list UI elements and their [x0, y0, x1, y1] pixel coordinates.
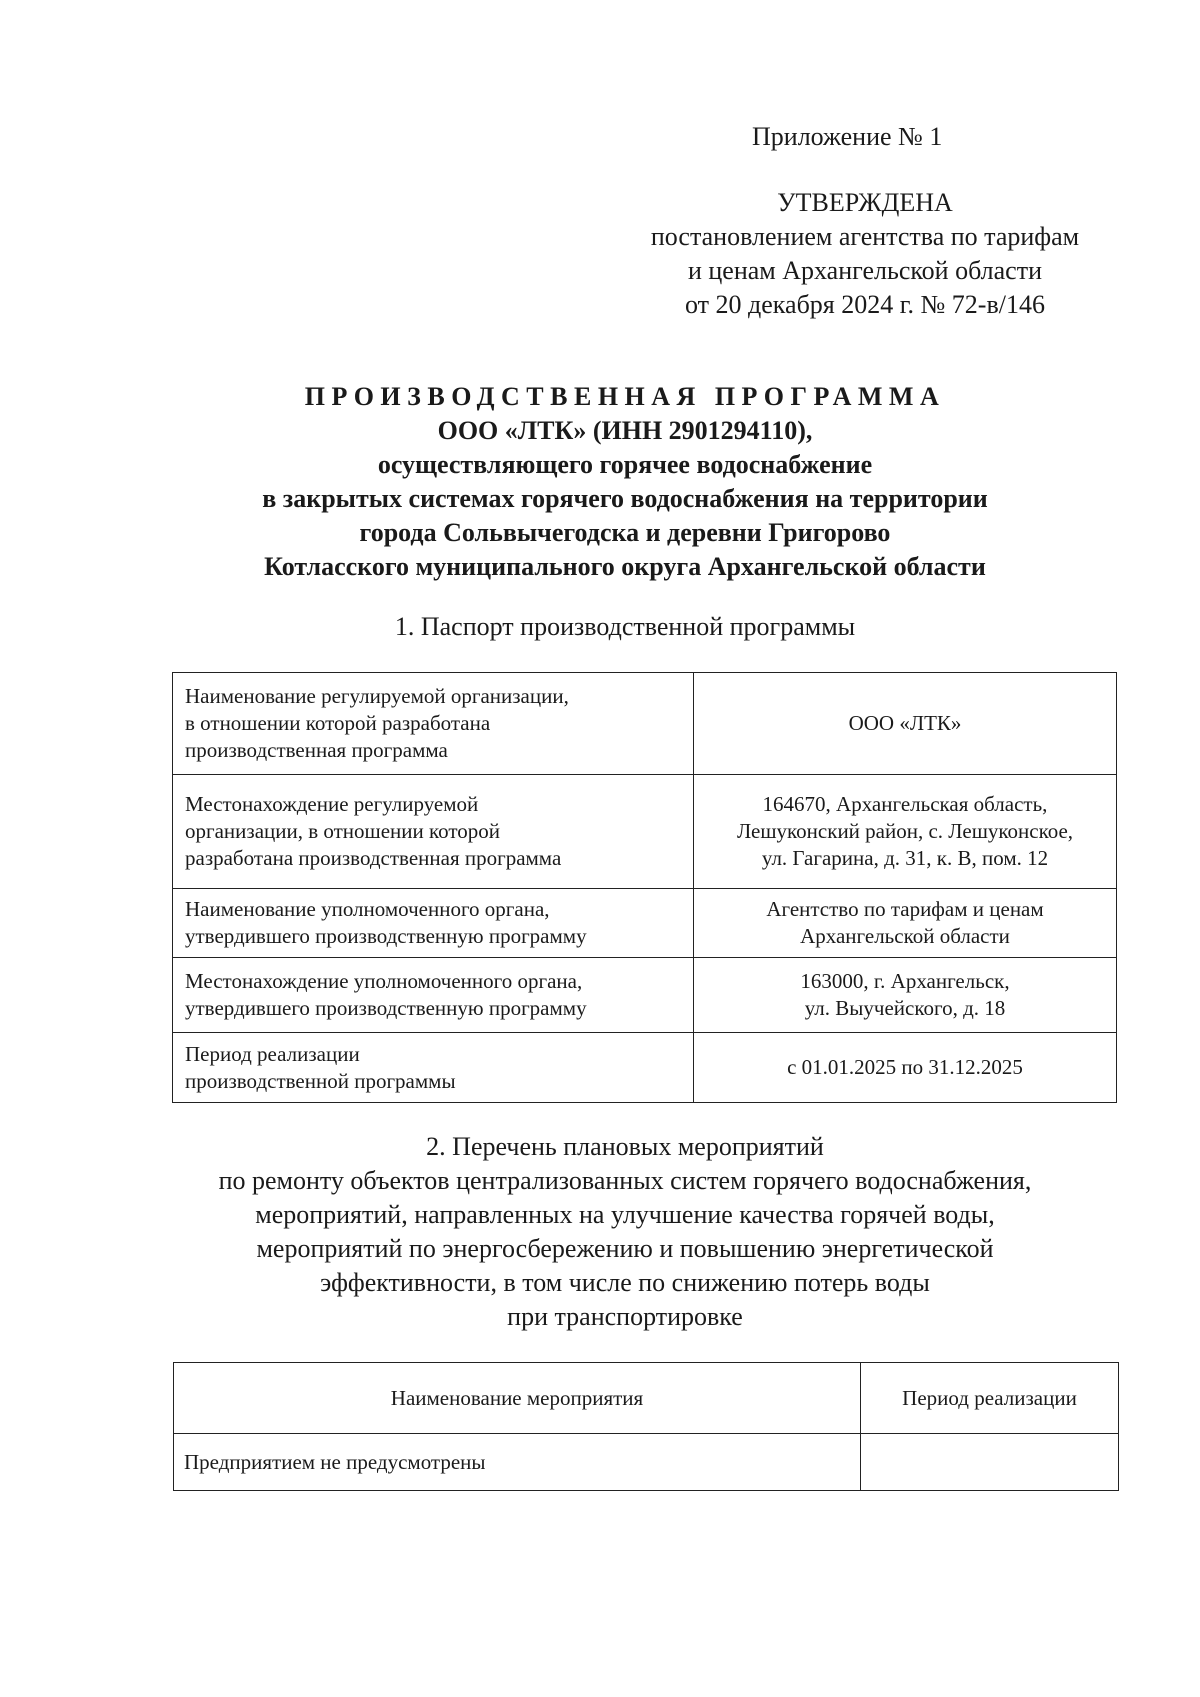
title-line: города Сольвычегодска и деревни Григорово — [359, 518, 891, 547]
cell-text: Агентство по тарифам и ценам — [766, 897, 1044, 921]
cell-text: Наименование уполномоченного органа, — [185, 897, 550, 921]
column-header-period: Период реализации — [861, 1363, 1119, 1434]
events-table — [173, 1362, 1119, 1491]
approval-line: постановлением агентства по тарифам — [650, 222, 1080, 251]
approval-line: от 20 декабря 2024 г. № 72-в/146 — [685, 290, 1045, 319]
section-heading-text: мероприятий по энергосбережению и повышению энергетической — [256, 1234, 994, 1263]
passport-label-cell — [173, 889, 694, 958]
table-row — [174, 1434, 1119, 1491]
cell-text: организации, в отношении которой — [185, 819, 500, 843]
cell-text: Местонахождение уполномоченного органа, — [185, 969, 583, 993]
cell-text: Лешуконский район, с. Лешуконское, — [736, 819, 1074, 843]
cell-text: утвердившего производственную программу — [185, 996, 587, 1020]
cell-text: в отношении которой разработана — [185, 711, 491, 735]
section-heading-text: мероприятий, направленных на улучшение качества горячей воды, — [255, 1200, 995, 1229]
cell-text: разработана производственная программа — [185, 846, 562, 870]
table-row — [173, 958, 1117, 1033]
approval-stamp — [615, 186, 1115, 322]
passport-label-cell — [173, 958, 694, 1033]
passport-value-cell — [694, 958, 1117, 1033]
table-row — [173, 775, 1117, 889]
table-row — [173, 889, 1117, 958]
passport-value-cell — [694, 775, 1117, 889]
event-period-cell — [861, 1434, 1119, 1491]
section-2-heading — [170, 1130, 1080, 1334]
section-1-heading — [170, 610, 1080, 644]
cell-text: 164670, Архангельская область, — [762, 792, 1048, 816]
passport-label-cell — [173, 673, 694, 775]
document-title — [170, 380, 1080, 584]
passport-value-cell — [694, 673, 1117, 775]
cell-text: утвердившего производственную программу — [185, 924, 587, 948]
cell-text: с 01.01.2025 по 31.12.2025 — [787, 1055, 1023, 1079]
passport-label-cell — [173, 775, 694, 889]
section-heading-text: 1. Паспорт производственной программы — [394, 612, 856, 641]
table-row — [173, 1033, 1117, 1103]
cell-text: Местонахождение регулируемой — [185, 792, 479, 816]
approval-line: и ценам Архангельской области — [687, 256, 1043, 285]
cell-text: Период реализации — [185, 1041, 360, 1066]
column-header-name: Наименование мероприятия — [174, 1363, 861, 1434]
cell-text: Архангельской области — [800, 924, 1010, 948]
approval-line: УТВЕРЖДЕНА — [777, 188, 953, 217]
cell-text: производственная программа — [185, 738, 448, 762]
cell-text: Наименование регулируемой организации, — [185, 684, 569, 708]
section-heading-text: по ремонту объектов централизованных систем горячего водоснабжения, — [218, 1166, 1032, 1195]
title-line: Котласского муниципального округа Архангельской области — [264, 552, 986, 581]
cell-text: ул. Выучейского, д. 18 — [804, 996, 1006, 1020]
passport-value-cell — [694, 889, 1117, 958]
table-header-row — [174, 1363, 1119, 1434]
cell-text: производственной программы — [185, 1068, 456, 1093]
title-line: ООО «ЛТК» (ИНН 2901294110), — [437, 416, 813, 445]
passport-value-cell — [694, 1033, 1117, 1103]
cell-text: ул. Гагарина, д. 31, к. В, пом. 12 — [761, 846, 1049, 870]
passport-label-cell — [173, 1033, 694, 1103]
cell-text: 163000, г. Архангельск, — [800, 969, 1010, 993]
table-row — [173, 673, 1117, 775]
title-line: ПРОИЗВОДСТВЕННАЯ ПРОГРАММА — [304, 382, 946, 411]
passport-table — [172, 672, 1117, 1103]
title-line: в закрытых системах горячего водоснабжения на территории — [262, 484, 988, 513]
appendix-number: Приложение № 1 — [752, 122, 943, 151]
section-heading-text: при транспортировке — [507, 1302, 743, 1331]
section-heading-text: 2. Перечень плановых мероприятий — [426, 1132, 824, 1161]
cell-text: ООО «ЛТК» — [848, 711, 962, 735]
section-heading-text: эффективности, в том числе по снижению потерь воды — [320, 1268, 930, 1297]
title-line: осуществляющего горячее водоснабжение — [377, 450, 873, 479]
event-name-cell: Предприятием не предусмотрены — [174, 1434, 861, 1491]
